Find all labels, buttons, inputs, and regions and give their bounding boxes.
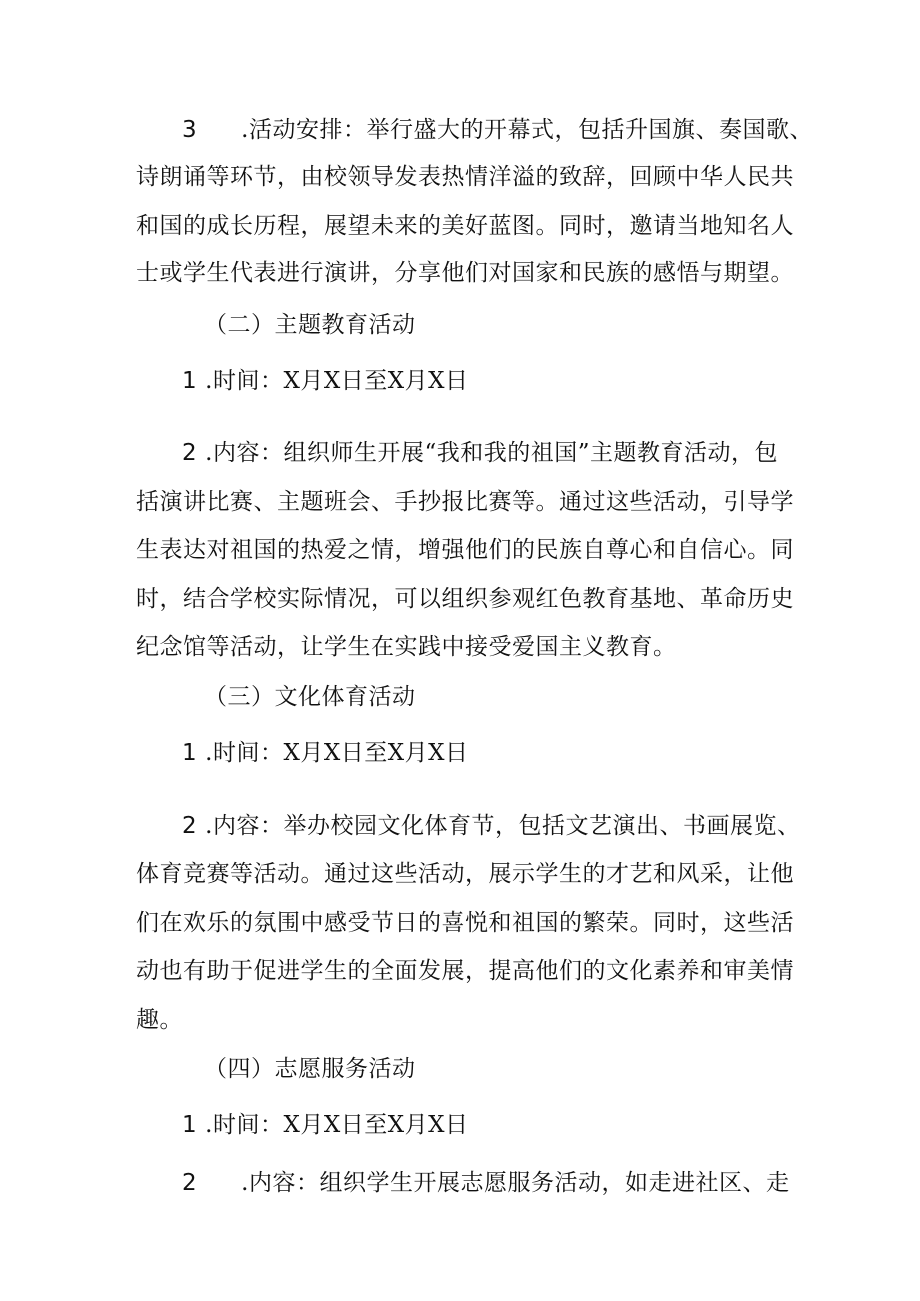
paragraph-line: [182, 811, 800, 841]
time-text: .时间：X月X日至X月X日: [205, 368, 469, 394]
paragraph-line: [182, 438, 778, 468]
paragraph-text: .内容：组织师生开展“我和我的祖国”主题教育活动，包: [205, 440, 778, 466]
paragraph-line: 士或学生代表进行演讲，分享他们对国家和民族的感悟与期望。: [136, 260, 794, 286]
paragraph-line: 趣。: [136, 1007, 183, 1033]
paragraph-line: [182, 1168, 789, 1198]
time-text: .时间：X月X日至X月X日: [205, 1112, 469, 1138]
paragraph-line: [182, 1110, 468, 1140]
paragraph-text: .活动安排：举行盛大的开幕式，包括升国旗、奏国歌、: [241, 117, 813, 143]
paragraph-line: 和国的成长历程，展望未来的美好蓝图。同时，邀请当地知名人: [136, 213, 794, 239]
section-heading: （三）文化体育活动: [204, 684, 416, 710]
time-text: .时间：X月X日至X月X日: [205, 740, 469, 766]
paragraph-line: 诗朗诵等环节，由校领导发表热情洋溢的致辞，回顾中华人民共: [136, 164, 794, 190]
paragraph-line: 们在欢乐的氛围中感受节日的喜悦和祖国的繁荣。同时，这些活: [136, 910, 794, 936]
item-number: 1: [182, 1112, 198, 1138]
item-number: 2: [182, 440, 198, 466]
item-number: 2: [182, 813, 198, 839]
paragraph-text: .内容：举办校园文化体育节，包括文艺演出、书画展览、: [205, 813, 801, 839]
paragraph-line: [182, 115, 813, 145]
item-number: 1: [182, 368, 198, 394]
paragraph-text: .内容：组织学生开展志愿服务活动，如走进社区、走: [241, 1170, 790, 1196]
paragraph-line: [182, 366, 468, 396]
section-heading: （四）志愿服务活动: [204, 1056, 416, 1082]
section-heading: （二）主题教育活动: [204, 312, 416, 338]
paragraph-line: 括演讲比赛、主题班会、手抄报比赛等。通过这些活动，引导学: [136, 489, 794, 515]
paragraph-line: 纪念馆等活动，让学生在实践中接受爱国主义教育。: [136, 634, 677, 660]
paragraph-line: [182, 738, 468, 768]
paragraph-line: 时，结合学校实际情况，可以组织参观红色教育基地、革命历史: [136, 586, 794, 612]
item-number: 1: [182, 740, 198, 766]
paragraph-line: 体育竞赛等活动。通过这些活动，展示学生的才艺和风采，让他: [136, 861, 794, 887]
paragraph-line: 生表达对祖国的热爱之情，增强他们的民族自尊心和自信心。同: [136, 537, 794, 563]
item-number: 2: [182, 1170, 198, 1196]
paragraph-line: 动也有助于促进学生的全面发展，提高他们的文化素养和审美情: [136, 958, 794, 984]
item-number: 3: [182, 117, 198, 143]
